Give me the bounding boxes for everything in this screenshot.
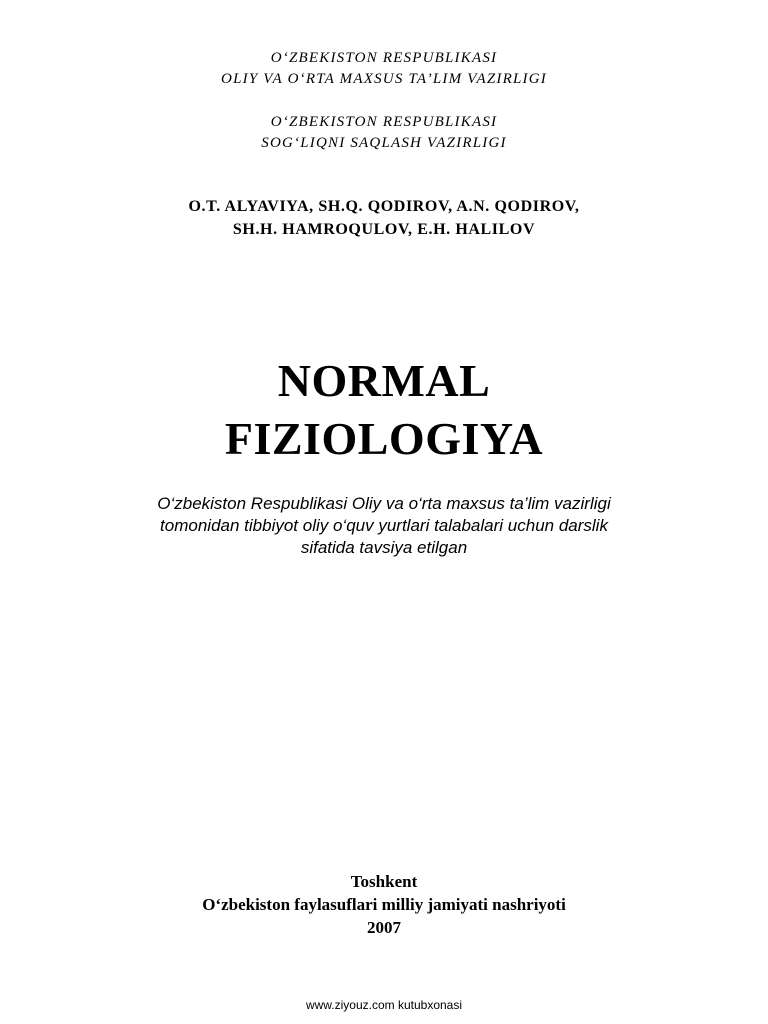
book-title-line-2: FIZIOLOGIYA <box>224 413 544 464</box>
publication-year: 2007 <box>367 918 401 937</box>
publisher-name: O‘zbekiston faylasuflari milliy jamiyati nashriyoti <box>202 895 566 914</box>
ministry-education-line-1: O‘ZBEKISTON RESPUBLIKASI <box>270 50 498 66</box>
ministry-health-heading <box>0 112 768 154</box>
source-watermark: www.ziyouz.com kutubxonasi <box>305 998 463 1012</box>
ministry-education-heading <box>0 48 768 90</box>
approval-line-3: sifatida tavsiya etilgan <box>300 538 468 557</box>
approval-line-1: O‘zbekiston Respublikasi Oliy va o‘rta maxsus ta’lim vazirligi <box>157 494 611 513</box>
book-title-line-1: NORMAL <box>277 355 491 406</box>
ministry-health-line-2: SOG‘LIQNI SAQLASH VAZIRLIGI <box>261 135 507 151</box>
approval-note <box>0 493 768 559</box>
authors-line-2: SH.H. HAMROQULOV, E.H. HALILOV <box>232 221 536 238</box>
approval-line-2: tomonidan tibbiyot oliy o‘quv yurtlari talabalari uchun darslik <box>160 516 608 535</box>
authors-line-1: O.T. ALYAVIYA, SH.Q. QODIROV, A.N. QODIROV, <box>188 198 580 215</box>
publisher-city: Toshkent <box>350 872 418 891</box>
publisher-info <box>0 870 768 939</box>
ministry-education-line-2: OLIY VA O‘RTA MAXSUS TA’LIM VAZIRLIGI <box>221 71 547 87</box>
ministry-health-line-1: O‘ZBEKISTON RESPUBLIKASI <box>270 114 498 130</box>
book-title <box>0 352 768 468</box>
authors <box>0 195 768 241</box>
